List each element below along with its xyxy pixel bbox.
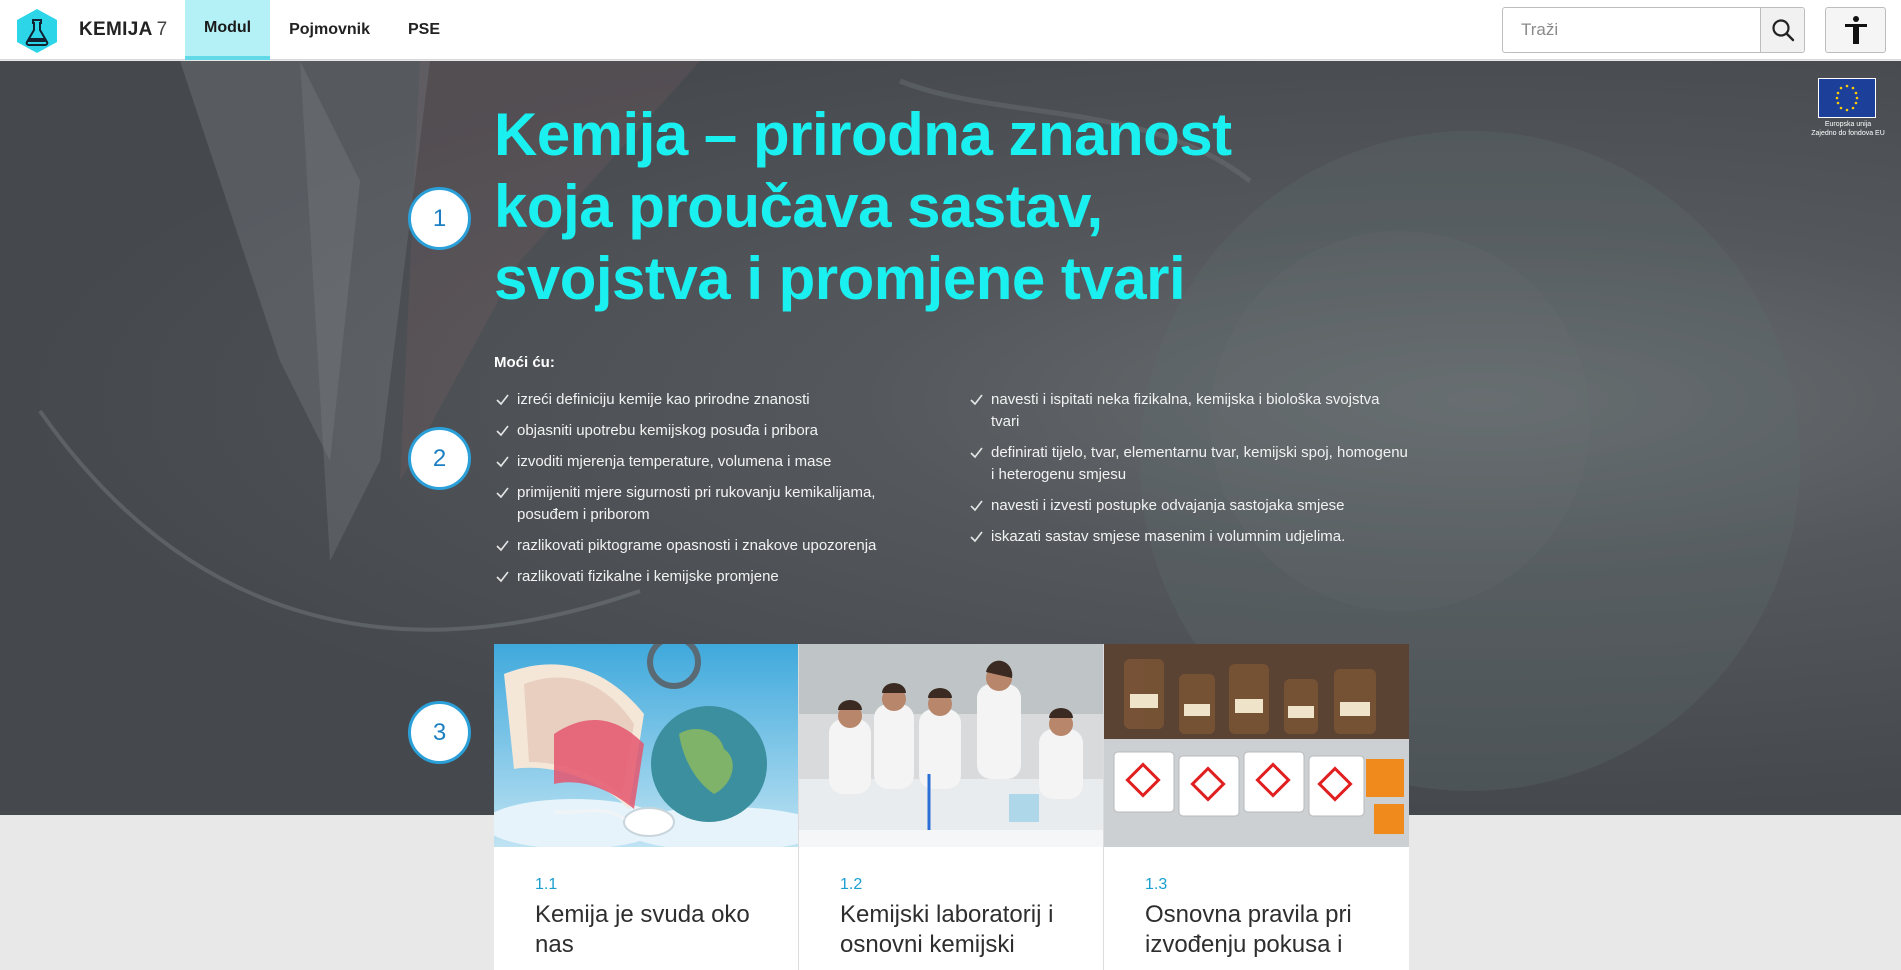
card-title: Kemijski laboratorij i osnovni kemijski: [840, 901, 1054, 958]
nav-item-pse[interactable]: PSE: [408, 21, 441, 38]
objective-item: razlikovati piktograme opasnosti i znakove upozorenja: [494, 535, 914, 557]
search-button[interactable]: [1760, 8, 1804, 52]
eu-caption: Europska unija Zajedno do fondova EU: [1811, 121, 1885, 137]
check-icon: [496, 455, 509, 468]
objective-item: izvoditi mjerenja temperature, volumena i mase: [494, 451, 914, 473]
check-icon: [496, 486, 509, 499]
step-badge-1: 1: [408, 187, 471, 250]
page-title: Kemija – prirodna znanost koja proučava sastav, svojstva i promjene tvari: [494, 101, 1232, 312]
check-icon: [970, 499, 983, 512]
step-badge-2: 2: [408, 427, 471, 490]
brand-title[interactable]: KEMIJA 7: [79, 19, 168, 40]
accessibility-icon: [1842, 15, 1870, 45]
objective-item: razlikovati fizikalne i kemijske promjene: [494, 566, 914, 588]
step-badge-3: 3: [408, 701, 471, 764]
objective-item: iskazati sastav smjese masenim i volumnim udjelima.: [968, 526, 1410, 548]
search-box: [1502, 7, 1805, 53]
main-nav: [185, 0, 459, 60]
objective-item: primijeniti mjere sigurnosti pri rukovanju kemikalijama, posuđem i priborom: [494, 482, 914, 526]
check-icon: [970, 530, 983, 543]
card-image-laboratory: [799, 644, 1104, 847]
eu-flag-icon: [1818, 78, 1876, 118]
check-icon: [496, 393, 509, 406]
card-title: Kemija je svuda oko nas: [535, 901, 750, 958]
objective-item: definirati tijelo, tvar, elementarnu tvar, kemijski spoj, homogenu i heterogenu smjesu: [968, 442, 1410, 486]
check-icon: [496, 539, 509, 552]
nav-item-pojmovnik[interactable]: Pojmovnik: [289, 21, 370, 38]
nav-item-modul[interactable]: Modul: [185, 0, 270, 60]
unit-cards: [494, 644, 1409, 970]
unit-card-1-2[interactable]: [799, 644, 1104, 970]
card-title: Osnovna pravila pri izvođenju pokusa i: [1145, 901, 1352, 958]
unit-card-1-3[interactable]: [1104, 644, 1409, 970]
top-navbar: [0, 0, 1901, 60]
objectives-list-right: [968, 389, 1410, 557]
card-number: 1.3: [1145, 876, 1168, 893]
search-input[interactable]: [1503, 8, 1760, 52]
check-icon: [970, 393, 983, 406]
objective-item: objasniti upotrebu kemijskog posuđa i pribora: [494, 420, 914, 442]
objectives-list-left: [494, 389, 914, 597]
search-icon: [1771, 18, 1795, 42]
accessibility-button[interactable]: [1825, 7, 1886, 53]
check-icon: [496, 424, 509, 437]
card-image-book-globe: [494, 644, 799, 847]
objective-item: navesti i ispitati neka fizikalna, kemijska i biološka svojstva tvari: [968, 389, 1410, 433]
objective-item: izreći definiciju kemije kao prirodne znanosti: [494, 389, 914, 411]
check-icon: [496, 570, 509, 583]
kemija-logo-icon[interactable]: [16, 8, 58, 54]
check-icon: [970, 446, 983, 459]
objectives-heading: Moći ću:: [494, 354, 555, 371]
objective-item: navesti i izvesti postupke odvajanja sastojaka smjese: [968, 495, 1410, 517]
card-image-chemical-bottles: [1104, 644, 1409, 847]
card-number: 1.1: [535, 876, 558, 893]
unit-card-1-1[interactable]: [494, 644, 799, 970]
card-number: 1.2: [840, 876, 863, 893]
